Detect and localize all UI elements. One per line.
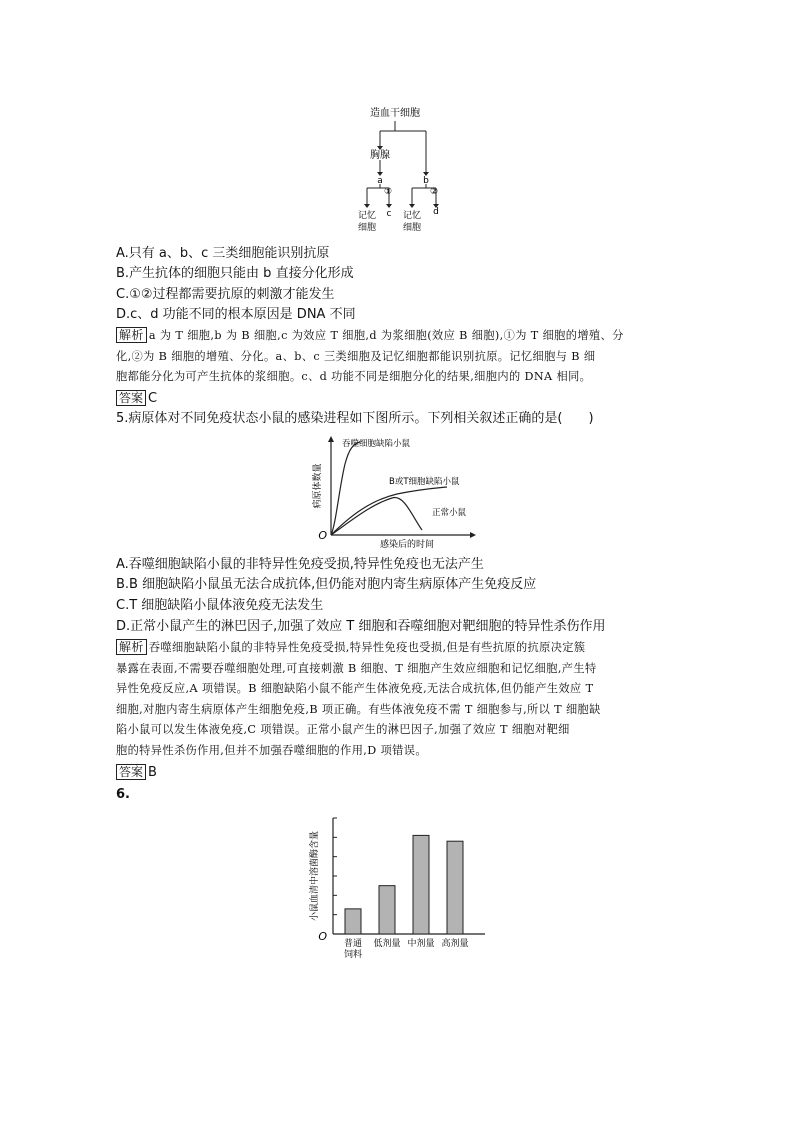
q5-analysis-line: 细胞,对胞内寄生病原体产生细胞免疫,B 项正确。有些体液免疫不需 T 细胞参与,所以 T 细胞缺: [116, 702, 601, 716]
bar-chart-y-label: 小鼠血清中溶菌酶含量: [310, 830, 320, 922]
series-line-normal: [331, 498, 422, 535]
q4-option-b: B.产生抗体的细胞只能由 b 直接分化形成: [116, 266, 354, 281]
q5-option-b: B.B 细胞缺陷小鼠虽无法合成抗体,但仍能对胞内寄生病原体产生免疫反应: [116, 577, 537, 592]
line-chart-y-label: 病原体数量: [313, 463, 323, 509]
answer-tag: 答案: [116, 764, 146, 780]
bar-chart-origin: O: [318, 930, 327, 943]
q4-analysis-line: a 为 T 细胞,b 为 B 细胞,c 为效应 T 细胞,d 为浆细胞(效应 B 细胞),①为 T 细胞的增殖、分: [148, 329, 624, 342]
memory-cell-left-line2: 细胞: [357, 223, 377, 233]
cell-a-label: a: [377, 176, 383, 186]
q5-option-c: C.T 细胞缺陷小鼠体液免疫无法发生: [116, 598, 324, 613]
memory-cell-right-line2: 细胞: [402, 223, 422, 233]
q4-answer: [116, 390, 157, 408]
line-chart-x-label: 感染后的时间: [379, 540, 435, 550]
analysis-tag: 解析: [116, 327, 147, 343]
thymus-label: 胸腺: [370, 150, 390, 161]
x-tick-label: 高剂量: [441, 939, 469, 949]
step1-label: ①: [384, 187, 393, 197]
cell-d-label: d: [433, 207, 439, 217]
bar-2: [379, 886, 395, 934]
series-line-bt-deficient: [331, 487, 447, 535]
series-label-phagocyte-deficient: 吞噬细胞缺陷小鼠: [342, 439, 411, 449]
x-tick-label: 低剂量: [373, 939, 401, 949]
series-label-bt-deficient: B或T细胞缺陷小鼠: [389, 477, 460, 487]
q5-analysis-line: 陷小鼠可以发生体液免疫,C 项错误。正常小鼠产生的淋巴因子,加强了效应 T 细胞对靶细: [116, 723, 570, 736]
q4-analysis: [116, 326, 684, 388]
q4-analysis-line: 胞都能分化为可产生抗体的浆细胞。c、d 功能不同是细胞分化的结果,细胞内的 DNA 相同。: [116, 370, 592, 383]
q5-analysis: [116, 638, 684, 761]
memory-cell-right-line1: 记忆: [402, 211, 422, 221]
q4-analysis-line: 化,②为 B 细胞的增殖、分化。a、b、c 三类细胞及记忆细胞都能识别抗原。记忆细胞与 B 细: [116, 349, 596, 363]
q5-analysis-line: 吞噬细胞缺陷小鼠的非特异性免疫受损,特异性免疫也受损,但是有些抗原的抗原决定簇: [148, 641, 586, 654]
lysozyme-bar-chart: [305, 810, 490, 960]
x-tick-label: 中剂量: [407, 939, 435, 949]
memory-cell-left-line1: 记忆: [357, 211, 377, 221]
cell-differentiation-diagram: [350, 102, 460, 234]
q5-option-a: A.吞噬细胞缺陷小鼠的非特异性免疫受损,特异性免疫也无法产生: [116, 557, 484, 572]
bar-4: [447, 841, 463, 934]
cell-b-label: b: [423, 176, 429, 186]
line-chart-origin: O: [318, 529, 327, 542]
q5-analysis-line: 异性免疫反应,A 项错误。B 细胞缺陷小鼠不能产生体液免疫,无法合成抗体,但仍能产生效应 T: [116, 682, 594, 695]
cell-c-label: c: [386, 209, 392, 219]
bar-1: [345, 909, 361, 934]
analysis-tag: 解析: [116, 639, 147, 655]
q5-answer: [116, 764, 157, 782]
step2-label: ②: [430, 187, 439, 197]
series-label-normal: 正常小鼠: [432, 508, 467, 518]
q5-stem: 5.病原体对不同免疫状态小鼠的感染进程如下图所示。下列相关叙述正确的是( ): [116, 411, 594, 426]
q4-option-d: D.c、d 功能不同的根本原因是 DNA 不同: [116, 307, 356, 322]
q4-answer-value: C: [148, 391, 158, 406]
q5-analysis-line: 胞的特异性杀伤作用,但并不加强吞噬细胞的作用,D 项错误。: [116, 743, 427, 757]
bar-3: [413, 835, 429, 934]
q4-option-c: C.①②过程都需要抗原的刺激才能发生: [116, 287, 335, 302]
q5-answer-value: B: [148, 765, 157, 780]
stem-cell-label: 造血干细胞: [370, 108, 420, 119]
x-tick-label: 普通: [343, 939, 363, 949]
answer-tag: 答案: [116, 390, 146, 406]
infection-line-chart: [312, 434, 492, 552]
q4-option-a: A.只有 a、b、c 三类细胞能识别抗原: [116, 246, 330, 261]
q5-analysis-line: 暴露在表面,不需要吞噬细胞处理,可直接刺激 B 细胞、T 细胞产生效应细胞和记忆细胞,产生特: [116, 661, 597, 675]
x-tick-label: 饲料: [343, 950, 363, 960]
x-axis-arrow: [470, 532, 476, 538]
y-axis-arrow: [328, 436, 334, 442]
q6-number: 6.: [116, 787, 130, 802]
q5-option-d: D.正常小鼠产生的淋巴因子,加强了效应 T 细胞和吞噬细胞对靶细胞的特异性杀伤作用: [116, 619, 606, 634]
